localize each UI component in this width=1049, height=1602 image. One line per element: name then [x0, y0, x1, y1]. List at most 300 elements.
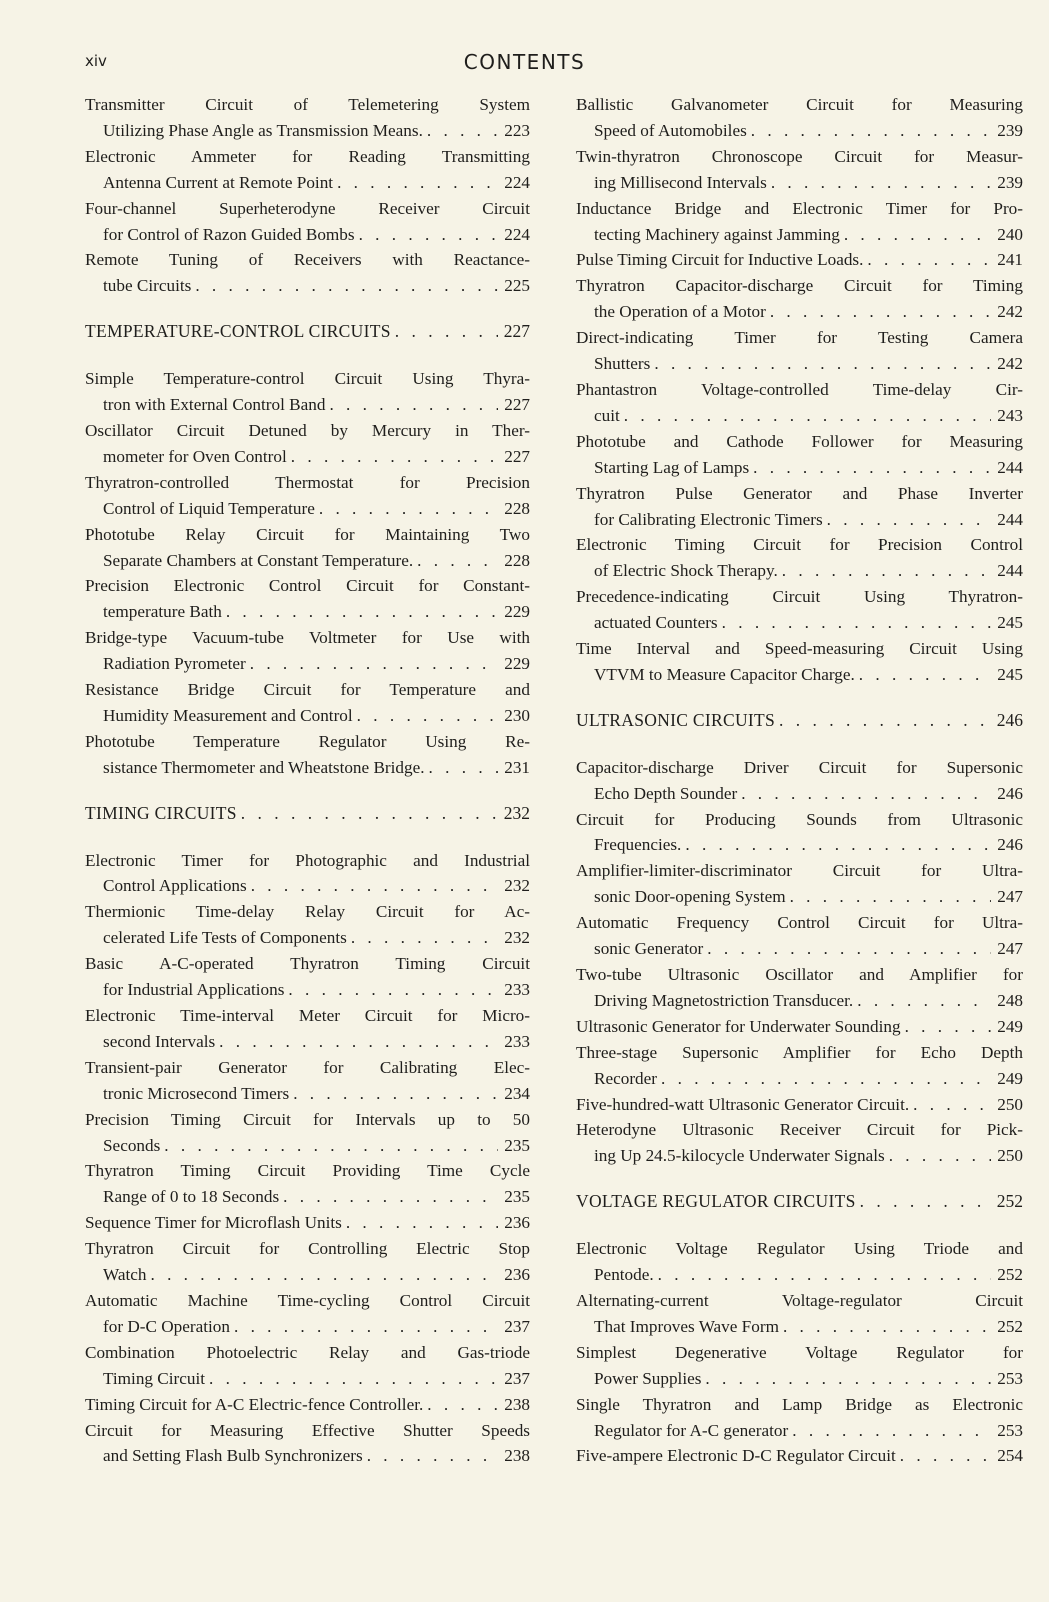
page-reference: 244 — [997, 561, 1023, 581]
page-reference: 239 — [997, 172, 1023, 192]
entry-text: for Calibrating Electronic Timers — [594, 509, 823, 529]
page-reference: 252 — [997, 1265, 1023, 1285]
toc-entry — [576, 532, 1023, 584]
page-reference: 247 — [997, 939, 1023, 959]
dot-leader — [325, 392, 498, 418]
page-reference: 224 — [504, 172, 530, 192]
entry-text: and Setting Flash Bulb Synchronizers — [103, 1446, 363, 1466]
entry-text-line: Thyratron Timing Circuit Providing Time Cycle — [85, 1161, 530, 1181]
toc-entry — [85, 1340, 530, 1392]
entry-final-line — [594, 351, 1023, 377]
dot-leader — [909, 1092, 991, 1118]
dot-leader — [423, 118, 498, 144]
entry-final-line — [594, 936, 1023, 962]
page-reference: 253 — [997, 1420, 1023, 1440]
page-reference: 235 — [504, 1135, 530, 1155]
entry-text-line: Oscillator Circuit Detuned by Mercury in Ther- — [85, 420, 530, 440]
entry-text: Driving Magnetostriction Transducer. — [594, 990, 854, 1010]
toc-entry — [576, 144, 1023, 196]
page-reference: 227 — [503, 321, 530, 342]
entry-text-line: Phototube and Cathode Follower for Measuring — [576, 431, 1023, 451]
toc-entry — [85, 1158, 530, 1210]
page-reference: 233 — [504, 1031, 530, 1051]
entry-final-line — [103, 651, 530, 677]
toc-section-heading — [576, 708, 1023, 734]
toc-entry — [576, 196, 1023, 248]
entry-final-line — [103, 873, 530, 899]
entry-text-line: Transient-pair Generator for Calibrating Elec- — [85, 1057, 530, 1077]
entry-text-line: Basic A-C-operated Thyratron Timing Circuit — [85, 954, 530, 974]
entry-final-line — [103, 703, 530, 729]
entry-text: ing Up 24.5-kilocycle Underwater Signals — [594, 1146, 885, 1166]
entry-text-line: Automatic Frequency Control Circuit for Ultra- — [576, 913, 1023, 933]
toc-entry — [85, 729, 530, 781]
section-title: TEMPERATURE-CONTROL CIRCUITS — [85, 321, 391, 342]
toc-entry — [85, 366, 530, 418]
entry-text: Timing Circuit for A-C Electric-fence Controller. — [85, 1394, 424, 1414]
dot-leader — [237, 801, 498, 827]
entry-final-line — [103, 273, 530, 299]
dot-leader — [353, 703, 499, 729]
running-head: CONTENTS — [463, 50, 586, 74]
page-reference: 252 — [997, 1316, 1023, 1336]
entry-final-line — [103, 1081, 530, 1107]
dot-leader — [901, 1014, 992, 1040]
entry-text-line: Phototube Temperature Regulator Using Re- — [85, 731, 530, 751]
dot-leader — [737, 781, 991, 807]
entry-text: Shutters — [594, 354, 651, 374]
page-reference: 250 — [997, 1094, 1023, 1114]
entry-final-line — [85, 1392, 530, 1418]
toc-entry — [576, 429, 1023, 481]
dot-leader — [853, 988, 991, 1014]
entry-text-line: Remote Tuning of Receivers with Reactance- — [85, 250, 530, 270]
dot-leader — [779, 1314, 991, 1340]
page-reference: 230 — [504, 705, 530, 725]
toc-entry — [85, 1055, 530, 1107]
page-reference: 244 — [997, 457, 1023, 477]
toc-section-heading — [576, 1189, 1023, 1215]
dot-leader — [425, 755, 499, 781]
entry-final-line — [594, 170, 1023, 196]
entry-final-line — [594, 988, 1023, 1014]
entry-text-line: Electronic Timing Circuit for Precision Control — [576, 535, 1023, 555]
page-reference: 228 — [504, 550, 530, 570]
page-reference: 231 — [504, 757, 530, 777]
entry-final-line — [576, 1443, 1023, 1469]
entry-text-line: Bridge-type Vacuum-tube Voltmeter for Use with — [85, 628, 530, 648]
toc-entry — [85, 1418, 530, 1470]
toc-entry — [85, 144, 530, 196]
entry-text: Power Supplies — [594, 1368, 702, 1388]
page-reference: 247 — [997, 887, 1023, 907]
section-title: VOLTAGE REGULATOR CIRCUITS — [576, 1191, 856, 1212]
toc-entry — [576, 910, 1023, 962]
dot-leader — [222, 599, 498, 625]
toc-entry — [576, 584, 1023, 636]
entry-text: for Industrial Applications — [103, 980, 285, 1000]
dot-leader — [287, 444, 498, 470]
dot-leader — [146, 1262, 498, 1288]
entry-final-line — [103, 444, 530, 470]
dot-leader — [766, 299, 991, 325]
dot-leader — [620, 403, 991, 429]
entry-text: Timing Circuit — [103, 1368, 206, 1388]
toc-entry — [576, 1040, 1023, 1092]
entry-text-line: Resistance Bridge Circuit for Temperature and — [85, 680, 530, 700]
page-reference: 227 — [504, 446, 530, 466]
dot-leader — [840, 222, 991, 248]
dot-leader — [701, 1366, 991, 1392]
entry-text: Seconds — [103, 1135, 161, 1155]
entry-text: Five-ampere Electronic D-C Regulator Circuit — [576, 1446, 896, 1466]
entry-text: Separate Chambers at Constant Temperature. — [103, 550, 414, 570]
toc-section-heading — [85, 319, 530, 345]
page-reference: 225 — [504, 276, 530, 296]
entry-final-line — [576, 247, 1023, 273]
entry-text-line: Thyratron Pulse Generator and Phase Inverter — [576, 483, 1023, 503]
dot-leader — [315, 496, 498, 522]
entry-text-line: Twin-thyratron Chronoscope Circuit for Measur- — [576, 146, 1023, 166]
section-title: ULTRASONIC CIRCUITS — [576, 709, 776, 730]
dot-leader — [289, 1081, 498, 1107]
dot-leader — [215, 1029, 498, 1055]
entry-text: Frequencies. — [594, 835, 682, 855]
entry-text: temperature Bath — [103, 602, 222, 622]
page-reference: 227 — [504, 395, 530, 415]
entry-text-line: Simplest Degenerative Voltage Regulator for — [576, 1342, 1023, 1362]
entry-final-line — [594, 507, 1023, 533]
page-reference: 245 — [997, 613, 1023, 633]
entry-text-line: Circuit for Measuring Effective Shutter Speeds — [85, 1420, 530, 1440]
toc-entry — [85, 677, 530, 729]
entry-text-line: Thyratron-controlled Thermostat for Precision — [85, 472, 530, 492]
entry-final-line — [594, 1143, 1023, 1169]
entry-text: sistance Thermometer and Wheatstone Bridge. — [103, 757, 425, 777]
entry-final-line — [103, 118, 530, 144]
page-reference: 253 — [997, 1368, 1023, 1388]
dot-leader — [284, 977, 498, 1003]
dot-leader — [786, 884, 992, 910]
entry-text-line: Phantastron Voltage-controlled Time-delay Cir- — [576, 379, 1023, 399]
toc-entry — [85, 951, 530, 1003]
toc-entry — [85, 1236, 530, 1288]
entry-text-line: Precedence-indicating Circuit Using Thyratron- — [576, 587, 1023, 607]
entry-text: Control Applications — [103, 876, 247, 896]
dot-leader — [191, 273, 498, 299]
toc-entry — [576, 1117, 1023, 1169]
entry-text-line: Electronic Voltage Regulator Using Triode and — [576, 1239, 1023, 1259]
dot-leader — [749, 455, 991, 481]
toc-entry — [85, 470, 530, 522]
dot-leader — [681, 832, 991, 858]
toc-entry — [576, 1340, 1023, 1392]
page-reference: 232 — [504, 928, 530, 948]
entry-final-line — [103, 1314, 530, 1340]
entry-final-line — [594, 299, 1023, 325]
entry-text-line: Alternating-current Voltage-regulator Circuit — [576, 1290, 1023, 1310]
page-reference: 241 — [997, 250, 1023, 270]
page-reference: 237 — [504, 1316, 530, 1336]
entry-text: VTVM to Measure Capacitor Charge. — [594, 664, 855, 684]
dot-leader — [778, 558, 991, 584]
page-reference: 248 — [997, 990, 1023, 1010]
toc-entry — [576, 273, 1023, 325]
entry-text: celerated Life Tests of Components — [103, 928, 347, 948]
right-column — [576, 92, 1023, 1469]
entry-text-line: Single Thyratron and Lamp Bridge as Electronic — [576, 1394, 1023, 1414]
entry-final-line — [594, 1066, 1023, 1092]
page-reference: 236 — [504, 1213, 530, 1233]
dot-leader — [205, 1366, 498, 1392]
dot-leader — [856, 1189, 991, 1215]
entry-text: Antenna Current at Remote Point — [103, 172, 334, 192]
entry-final-line — [103, 1184, 530, 1210]
entry-text-line: Time Interval and Speed-measuring Circuit Using — [576, 639, 1023, 659]
page-reference: 239 — [997, 120, 1023, 140]
toc-entry — [85, 1392, 530, 1418]
entry-final-line — [576, 1014, 1023, 1040]
entry-text: ing Millisecond Intervals — [594, 172, 767, 192]
dot-leader — [703, 936, 991, 962]
entry-final-line — [594, 403, 1023, 429]
dot-leader — [413, 548, 498, 574]
entry-final-line — [103, 392, 530, 418]
entry-text: Starting Lag of Lamps — [594, 457, 750, 477]
dot-leader — [160, 1133, 498, 1159]
page-reference: 237 — [504, 1368, 530, 1388]
entry-text-line: Two-tube Ultrasonic Oscillator and Amplifier for — [576, 965, 1023, 984]
page-reference: 232 — [504, 876, 530, 896]
entry-text-line: Simple Temperature-control Circuit Using Thyra- — [85, 369, 530, 389]
page-reference: 243 — [997, 405, 1023, 425]
entry-text-line: Automatic Machine Time-cycling Control Circuit — [85, 1290, 530, 1310]
dot-leader — [355, 222, 499, 248]
entry-final-line — [594, 781, 1023, 807]
toc-entry — [576, 1236, 1023, 1288]
toc-entry — [576, 1014, 1023, 1040]
entry-final-line — [594, 222, 1023, 248]
entry-final-line — [103, 222, 530, 248]
toc-entry — [85, 1210, 530, 1236]
page-reference: 234 — [504, 1083, 530, 1103]
entry-text: tecting Machinery against Jamming — [594, 224, 840, 244]
dot-leader — [423, 1392, 498, 1418]
toc-entry — [576, 1443, 1023, 1469]
dot-leader — [657, 1066, 991, 1092]
entry-text-line: Precision Electronic Control Circuit for Constant- — [85, 576, 530, 596]
entry-final-line — [594, 610, 1023, 636]
entry-text: Ultrasonic Generator for Underwater Sounding — [576, 1016, 901, 1036]
page-reference: 236 — [504, 1265, 530, 1285]
entry-final-line — [103, 1443, 530, 1469]
entry-final-line — [103, 925, 530, 951]
entry-final-line — [103, 1029, 530, 1055]
toc-entry — [85, 247, 530, 299]
page-number: xiv — [85, 52, 107, 70]
entry-text-line: Four-channel Superheterodyne Receiver Circuit — [85, 198, 530, 218]
dot-leader — [391, 319, 498, 345]
toc-entry — [576, 247, 1023, 273]
entry-text: Humidity Measurement and Control — [103, 705, 353, 725]
entry-text: mometer for Oven Control — [103, 446, 287, 466]
entry-text-line: Thyratron Capacitor-discharge Circuit for Timing — [576, 276, 1023, 296]
page-reference: 246 — [996, 709, 1023, 730]
entry-text: Radiation Pyrometer — [103, 654, 246, 674]
entry-text: That Improves Wave Form — [594, 1316, 779, 1336]
entry-text-line: Amplifier-limiter-discriminator Circuit for Ultra- — [576, 861, 1023, 881]
dot-leader — [650, 351, 991, 377]
toc-entry — [576, 962, 1023, 1014]
entry-text: of Electric Shock Therapy. — [594, 561, 778, 581]
entry-final-line — [103, 170, 530, 196]
entry-text: the Operation of a Motor — [594, 302, 766, 322]
page-reference: 238 — [504, 1394, 530, 1414]
dot-leader — [855, 662, 991, 688]
page-reference: 245 — [997, 664, 1023, 684]
dot-leader — [347, 925, 498, 951]
dot-leader — [885, 1143, 992, 1169]
entry-text: Pentode. — [594, 1265, 654, 1285]
entry-text: Sequence Timer for Microflash Units — [85, 1213, 342, 1233]
entry-text: Range of 0 to 18 Seconds — [103, 1187, 280, 1207]
entry-text-line: Circuit for Producing Sounds from Ultrasonic — [576, 809, 1023, 829]
entry-text: Echo Depth Sounder — [594, 783, 738, 803]
page-reference: 249 — [997, 1016, 1023, 1036]
entry-text-line: Three-stage Supersonic Amplifier for Echo Depth — [576, 1042, 1023, 1062]
page-reference: 242 — [997, 302, 1023, 322]
dot-leader — [342, 1210, 498, 1236]
entry-final-line — [594, 1418, 1023, 1444]
dot-leader — [279, 1184, 498, 1210]
entry-text-line: Thyratron Circuit for Controlling Electric Stop — [85, 1239, 530, 1259]
entry-text-line: Ballistic Galvanometer Circuit for Measuring — [576, 95, 1023, 114]
toc-entry — [576, 636, 1023, 688]
toc-entry — [576, 755, 1023, 807]
entry-text: actuated Counters — [594, 613, 718, 633]
toc-entry — [85, 1003, 530, 1055]
entry-final-line — [103, 496, 530, 522]
entry-final-line — [594, 662, 1023, 688]
dot-leader — [333, 170, 498, 196]
entry-text: tube Circuits — [103, 276, 192, 296]
entry-final-line — [594, 558, 1023, 584]
entry-text-line: Electronic Timer for Photographic and Industrial — [85, 850, 530, 870]
entry-text: for Control of Razon Guided Bombs — [103, 224, 355, 244]
toc-entry — [576, 1392, 1023, 1444]
dot-leader — [718, 610, 992, 636]
page-reference: 250 — [997, 1146, 1023, 1166]
entry-final-line — [103, 548, 530, 574]
dot-leader — [246, 651, 498, 677]
entry-final-line — [594, 455, 1023, 481]
entry-final-line — [103, 977, 530, 1003]
entry-text: Utilizing Phase Angle as Transmission Means. — [103, 120, 423, 140]
page-reference: 228 — [504, 498, 530, 518]
page-reference: 233 — [504, 980, 530, 1000]
toc-entry — [85, 1288, 530, 1340]
entry-text: sonic Generator — [594, 939, 704, 959]
left-column — [85, 92, 530, 1469]
toc-entry — [576, 807, 1023, 859]
dot-leader — [767, 170, 991, 196]
dot-leader — [775, 708, 991, 734]
dot-leader — [788, 1418, 991, 1444]
entry-text: second Intervals — [103, 1031, 216, 1051]
page-reference: 240 — [997, 224, 1023, 244]
page-reference: 238 — [504, 1446, 530, 1466]
entry-text-line: Thermionic Time-delay Relay Circuit for Ac- — [85, 902, 530, 922]
page-reference: 244 — [997, 509, 1023, 529]
toc-entry — [576, 1288, 1023, 1340]
entry-final-line — [594, 1262, 1023, 1288]
entry-text-line: Electronic Time-interval Meter Circuit for Micro- — [85, 1006, 530, 1025]
dot-leader — [823, 507, 992, 533]
page-reference: 249 — [997, 1068, 1023, 1088]
toc-entry — [576, 858, 1023, 910]
entry-text-line: Electronic Ammeter for Reading Transmitting — [85, 146, 530, 166]
page-reference: 246 — [997, 835, 1023, 855]
toc-entry — [85, 573, 530, 625]
entry-final-line — [594, 832, 1023, 858]
toc-entry — [576, 325, 1023, 377]
toc-entry — [576, 92, 1023, 144]
toc-entry — [576, 377, 1023, 429]
entry-final-line — [85, 1210, 530, 1236]
toc-entry — [85, 625, 530, 677]
entry-text-line: Direct-indicating Timer for Testing Camera — [576, 328, 1023, 348]
entry-text: Recorder — [594, 1068, 657, 1088]
entry-text: Watch — [103, 1265, 147, 1285]
entry-text: sonic Door-opening System — [594, 887, 786, 907]
entry-final-line — [594, 118, 1023, 144]
toc-entry — [85, 1107, 530, 1159]
entry-text: Pulse Timing Circuit for Inductive Loads. — [576, 250, 864, 270]
entry-text-line: Capacitor-discharge Driver Circuit for Supersonic — [576, 757, 1023, 777]
page-reference: 224 — [504, 224, 530, 244]
entry-final-line — [103, 1366, 530, 1392]
entry-text-line: Combination Photoelectric Relay and Gas-triode — [85, 1342, 530, 1362]
dot-leader — [863, 247, 991, 273]
page-reference: 229 — [504, 602, 530, 622]
page-reference: 242 — [997, 354, 1023, 374]
page-reference: 235 — [504, 1187, 530, 1207]
toc-entry — [576, 1092, 1023, 1118]
entry-text-line: Inductance Bridge and Electronic Timer for Pro- — [576, 198, 1023, 218]
toc-entry — [85, 418, 530, 470]
entry-text: Control of Liquid Temperature — [103, 498, 315, 518]
entry-text: Five-hundred-watt Ultrasonic Generator Circuit. — [576, 1094, 910, 1114]
entry-final-line — [103, 755, 530, 781]
dot-leader — [230, 1314, 498, 1340]
dot-leader — [747, 118, 991, 144]
page-reference: 252 — [996, 1191, 1023, 1212]
entry-text-line: Precision Timing Circuit for Intervals up to 50 — [85, 1109, 530, 1129]
entry-text: cuit — [594, 405, 620, 425]
entry-final-line — [594, 1314, 1023, 1340]
page-reference: 246 — [997, 783, 1023, 803]
entry-final-line — [103, 1133, 530, 1159]
toc-entry — [85, 899, 530, 951]
entry-final-line — [576, 1092, 1023, 1118]
toc-entry — [85, 522, 530, 574]
page-reference: 229 — [504, 654, 530, 674]
dot-leader — [896, 1443, 991, 1469]
entry-text: for D-C Operation — [103, 1316, 230, 1336]
page-reference: 232 — [503, 802, 530, 823]
entry-text: tron with External Control Band — [103, 395, 326, 415]
entry-final-line — [594, 884, 1023, 910]
